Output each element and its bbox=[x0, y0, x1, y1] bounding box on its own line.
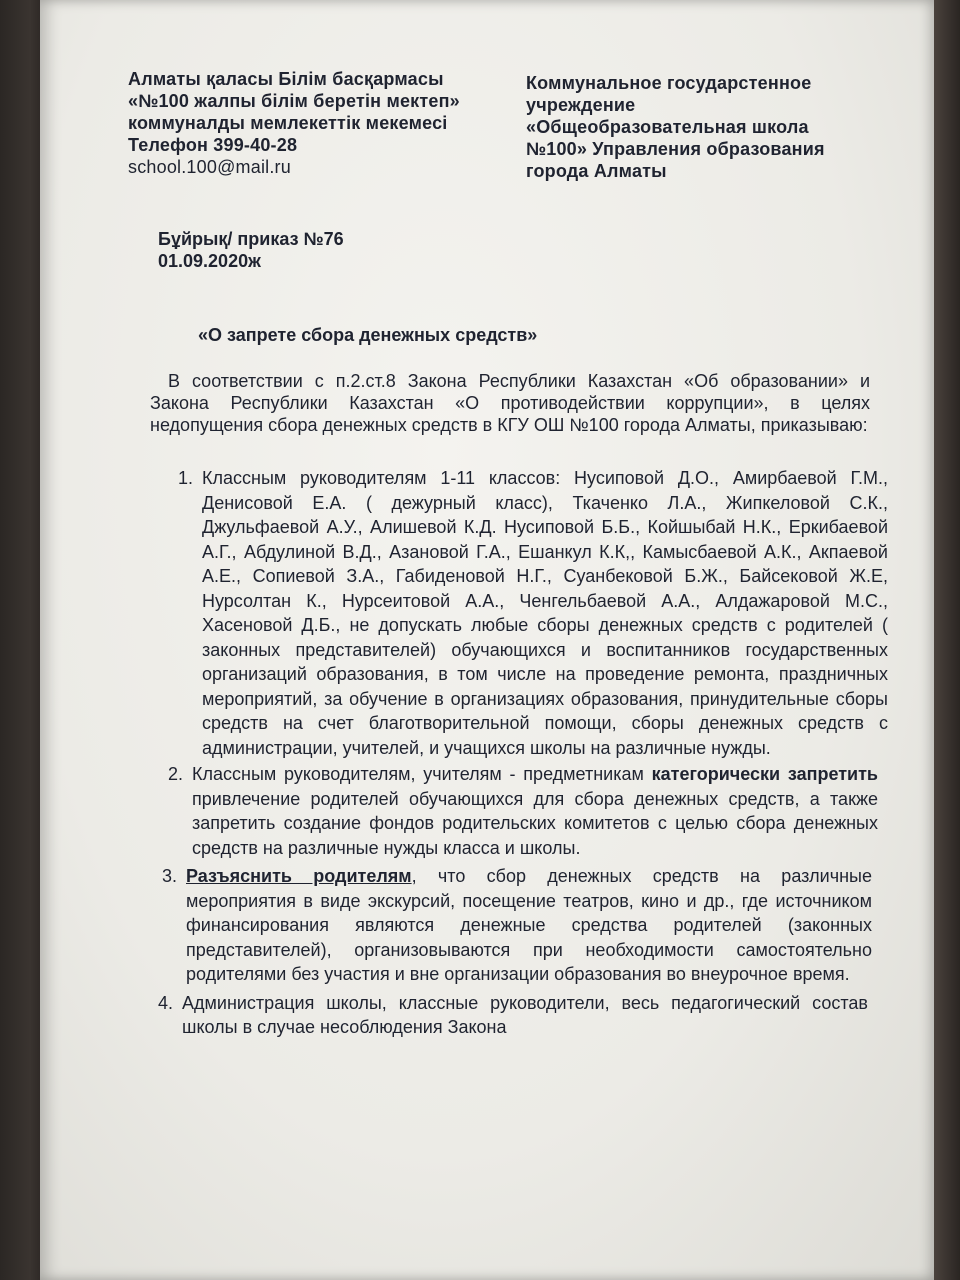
item-body: , что сбор денежных средств на различные мероприятия в виде экскурсий, посещение театров, кино и др., где источником финансирования являются денежные средства родителей (законных представителей), организовываются при необходимости самостоятельно родителями без участия и вне организации образования во внеурочное время. bbox=[186, 866, 872, 984]
item-number: 2. bbox=[168, 764, 184, 784]
item-body: привлечение родителей обучающихся для сбора денежных средств, а также запретить создание фондов родительских комитетов с целью сбора денежных средств на различные нужды класса и школы. bbox=[192, 788, 878, 858]
document-title: «О запрете сбора денежных средств» bbox=[198, 325, 538, 345]
list-item bbox=[142, 864, 872, 987]
intro-paragraph bbox=[150, 370, 870, 436]
item-number: 1. bbox=[178, 468, 194, 488]
header-left-line: коммуналды мемлекеттік мекемесі bbox=[128, 113, 448, 133]
order-items bbox=[158, 466, 888, 1040]
order-number: Бұйрық/ приказ №76 bbox=[158, 229, 344, 249]
item-text: Классным руководителям 1-11 классов: Нусиповой Д.О., Амирбаевой Г.М., Денисовой Е.А. ( дежурный класс), Ткаченко Л.А., Жипкеловой С.К., Джульфаевой А.У., Алишевой К.Д. Нусиповой Б.Б., Койшыбай Н.К., Еркибаевой А.Г., Абдулиной В.Д., Азановой Г.А., Ешанкул К.К,, Камысбаевой А.К., Акпаевой А.Е., Сопиевой З.А., Габиденовой Н.Г., Суанбековой Б.Ж., Байсековой Ж.Е, Нурсолтан К., Нурсеитовой А.А., Ченгельбаевой А.А., Алдажаровой М.С., Хасеновой Д.Б., не допускать любые сборы денежных средств с родителей ( законных представителей) обучающихся и воспитанников государственных организаций образования, в том числе на проведение ремонта, праздничных мероприятий, за обучение в организациях образования, принудительные сборы средств на счет благотворительной помощи, сборы денежных средств с администрации, учителей, и учащихся школы на различные нужды. bbox=[202, 468, 888, 758]
header-kazakh bbox=[128, 68, 518, 178]
intro-text: В соответствии с п.2.ст.8 Закона Республики Казахстан «Об образовании» и Закона Республики Казахстан «О противодействии коррупции», в целях недопущения сбора денежных средств в КГУ ОШ №100 города Алматы, приказываю: bbox=[150, 371, 870, 435]
item-emphasis: Разъяснить родителям bbox=[186, 866, 412, 886]
list-item bbox=[138, 991, 868, 1040]
item-text bbox=[192, 762, 878, 860]
item-number: 4. bbox=[158, 992, 174, 1013]
header-right-line: «Общеобразовательная школа bbox=[526, 117, 809, 137]
header-right-line: города Алматы bbox=[526, 161, 667, 181]
header-left-line: «№100 жалпы білім беретін мектеп» bbox=[128, 91, 460, 111]
order-block bbox=[158, 228, 344, 272]
header-email: school.100@mail.ru bbox=[128, 157, 291, 177]
list-item bbox=[148, 762, 878, 860]
item-lead: Классным руководителям, учителям - предметникам bbox=[192, 764, 644, 784]
header-phone: Телефон 399-40-28 bbox=[128, 135, 298, 155]
header-right-line: №100» Управления образования bbox=[526, 139, 825, 159]
header-left-line: Алматы қаласы Білім басқармасы bbox=[128, 69, 444, 89]
list-item bbox=[158, 466, 888, 760]
item-emphasis: категорически запретить bbox=[651, 764, 878, 784]
item-number: 3. bbox=[162, 866, 178, 886]
header-right-line: учреждение bbox=[526, 95, 636, 115]
item-text: Администрация школы, классные руководители, весь педагогический состав школы в случае несоблюдения Закона bbox=[182, 992, 868, 1037]
item-text bbox=[186, 864, 872, 987]
order-date: 01.09.2020ж bbox=[158, 251, 261, 271]
header-russian bbox=[526, 72, 878, 182]
header-right-line: Коммунальное государстенное bbox=[526, 73, 812, 93]
